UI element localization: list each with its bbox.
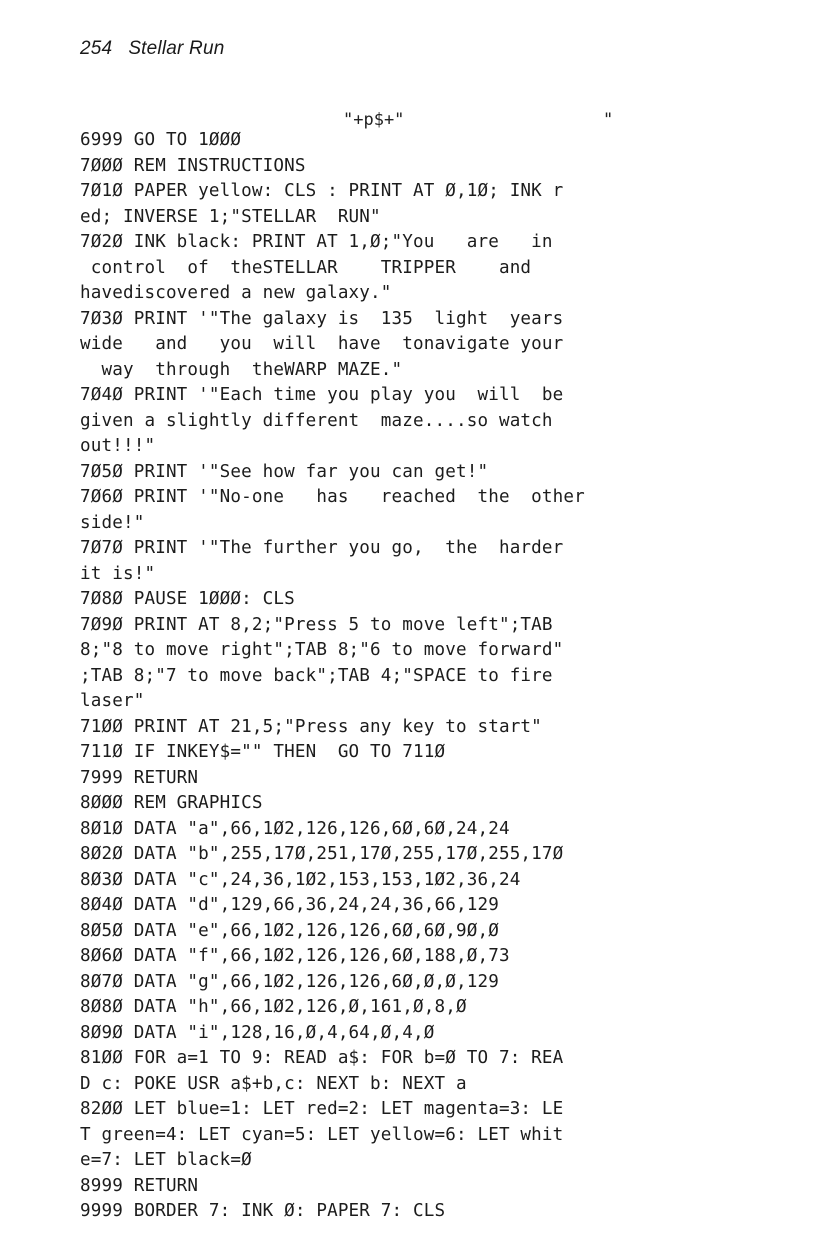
- code-line: 7Ø9Ø PRINT AT 8,2;"Press 5 to move left";TAB: [80, 614, 553, 635]
- code-line: 8Ø9Ø DATA "i",128,16,Ø,4,64,Ø,4,Ø: [80, 1022, 435, 1043]
- code-line: side!": [80, 512, 145, 533]
- code-line: 8ØØØ REM GRAPHICS: [80, 793, 263, 813]
- code-line: D c: POKE USR a$+b,c: NEXT b: NEXT a: [80, 1073, 467, 1094]
- code-line: 7ØØØ REM INSTRUCTIONS: [80, 155, 306, 176]
- code-line: 81ØØ FOR a=1 TO 9: READ a$: FOR b=Ø TO 7: REA: [80, 1048, 564, 1068]
- code-line: 7Ø4Ø PRINT '"Each time you play you will be: [80, 385, 564, 405]
- code-line: given a slightly different maze....so watch: [80, 410, 553, 431]
- code-line: 7999 RETURN: [80, 767, 199, 788]
- code-line: 7Ø2Ø INK black: PRINT AT 1,Ø;"You are in: [80, 232, 553, 252]
- code-line: havediscovered a new galaxy.": [80, 283, 392, 303]
- code-line: 8999 RETURN: [80, 1175, 199, 1196]
- code-line: 7Ø5Ø PRINT '"See how far you can get!": [80, 461, 489, 482]
- code-line: 8Ø5Ø DATA "e",66,1Ø2,126,126,6Ø,6Ø,9Ø,Ø: [80, 920, 499, 941]
- code-line: 8Ø1Ø DATA "a",66,1Ø2,126,126,6Ø,6Ø,24,24: [80, 818, 510, 839]
- code-line: 7Ø1Ø PAPER yellow: CLS : PRINT AT Ø,1Ø; INK r: [80, 181, 564, 201]
- code-line: 8Ø3Ø DATA "c",24,36,1Ø2,153,153,1Ø2,36,24: [80, 869, 521, 890]
- code-line: 9999 BORDER 7: INK Ø: PAPER 7: CLS: [80, 1201, 446, 1221]
- code-line: 7Ø6Ø PRINT '"No-one has reached the other: [80, 487, 585, 507]
- code-line: 7Ø3Ø PRINT '"The galaxy is 135 light years: [80, 308, 564, 329]
- code-line: 8Ø8Ø DATA "h",66,1Ø2,126,Ø,161,Ø,8,Ø: [80, 997, 467, 1017]
- code-line: 8;"8 to move right";TAB 8;"6 to move forward": [80, 640, 564, 660]
- code-line: 711Ø IF INKEY$="" THEN GO TO 711Ø: [80, 742, 446, 762]
- code-line: 71ØØ PRINT AT 21,5;"Press any key to start": [80, 716, 542, 737]
- code-line: 8Ø6Ø DATA "f",66,1Ø2,126,126,6Ø,188,Ø,73: [80, 946, 510, 966]
- code-line: 7Ø7Ø PRINT '"The further you go, the harder: [80, 538, 564, 558]
- code-line: out!!!": [80, 436, 156, 456]
- code-line: 6999 GO TO 1ØØØ: [80, 130, 242, 150]
- code-line: control of theSTELLAR TRIPPER and: [80, 257, 532, 278]
- code-line: it is!": [80, 563, 156, 584]
- code-line: ;TAB 8;"7 to move back";TAB 4;"SPACE to fire: [80, 665, 553, 686]
- code-fragment-right: ": [603, 110, 614, 130]
- code-line: 8Ø2Ø DATA "b",255,17Ø,251,17Ø,255,17Ø,255,17Ø: [80, 844, 564, 864]
- code-fragment-left: "+p$+": [343, 110, 405, 130]
- code-line: T green=4: LET cyan=5: LET yellow=6: LET whit: [80, 1124, 564, 1145]
- running-head: [80, 38, 225, 60]
- code-line: e=7: LET black=Ø: [80, 1150, 252, 1170]
- code-line: way through theWARP MAZE.": [80, 359, 403, 380]
- program-listing: [80, 128, 740, 1225]
- code-line: 8Ø7Ø DATA "g",66,1Ø2,126,126,6Ø,Ø,Ø,129: [80, 971, 499, 992]
- code-line: laser": [80, 691, 145, 711]
- code-line: 82ØØ LET blue=1: LET red=2: LET magenta=3: LE: [80, 1099, 564, 1119]
- page-number: 254: [80, 38, 113, 59]
- book-title: Stellar Run: [128, 38, 225, 59]
- code-line: 8Ø4Ø DATA "d",129,66,36,24,24,36,66,129: [80, 895, 499, 915]
- code-line: wide and you will have tonavigate your: [80, 334, 564, 354]
- code-line: ed; INVERSE 1;"STELLAR RUN": [80, 206, 381, 227]
- code-line: 7Ø8Ø PAUSE 1ØØØ: CLS: [80, 589, 295, 609]
